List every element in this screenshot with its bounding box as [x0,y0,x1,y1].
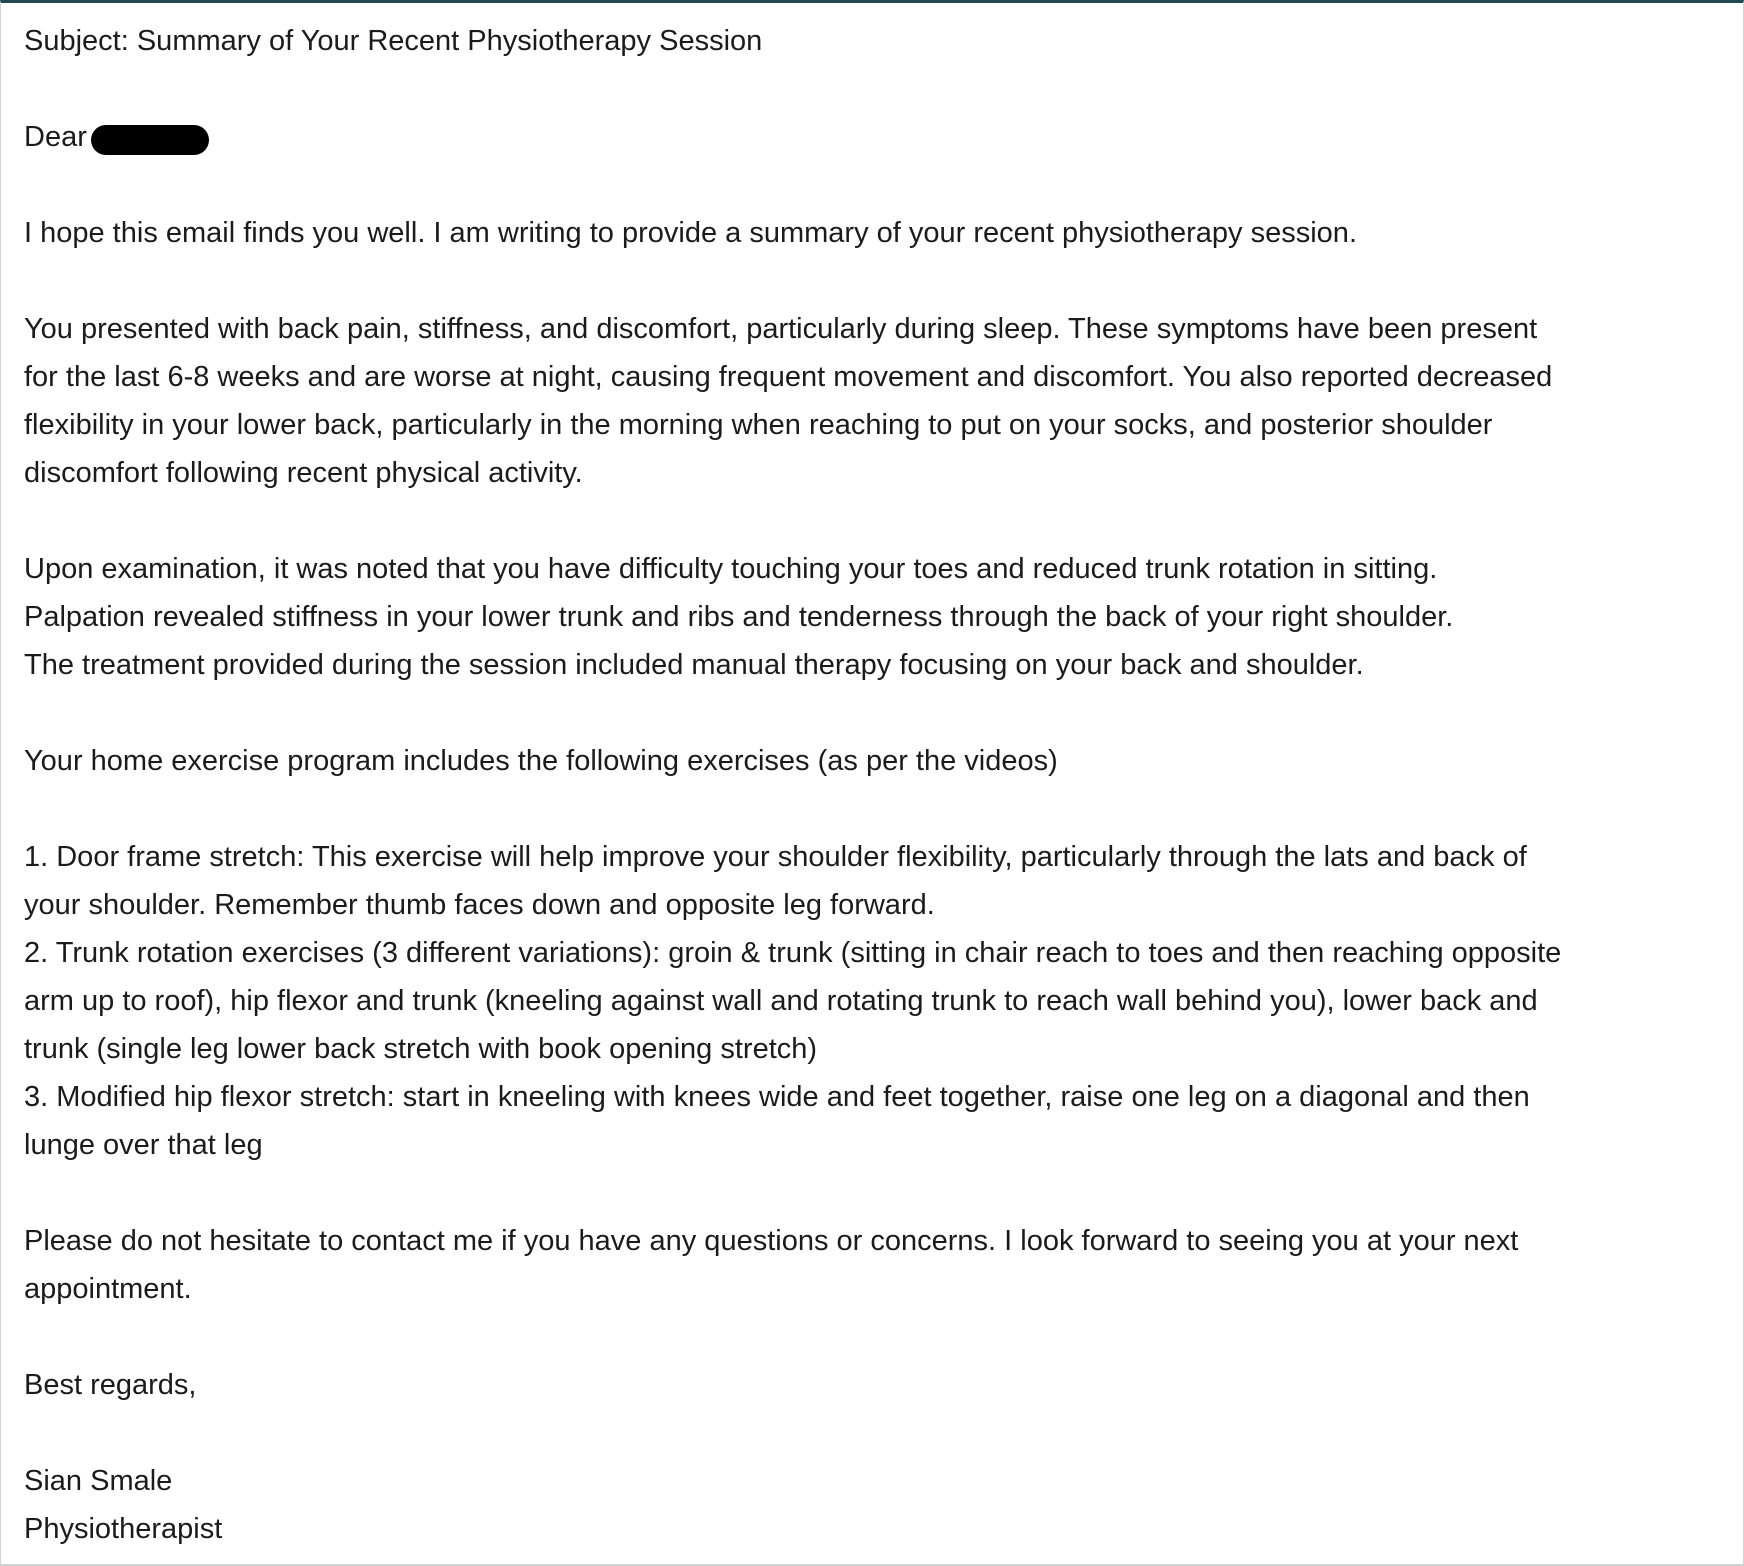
greeting-line [24,113,1724,161]
spacer [24,1313,1724,1361]
exercise-line: trunk (single leg lower back stretch with book opening stretch) [24,1033,818,1065]
spacer [24,1409,1724,1457]
exercise-line: 1. Door frame stretch: This exercise will help improve your shoulder flexibility, particularly through the lats and back of [24,841,1527,873]
program-intro: Your home exercise program includes the following exercises (as per the videos) [24,745,1058,777]
greeting-text: Dear [24,121,87,153]
treatment-line: The treatment provided during the session included manual therapy focusing on your back and shoulder. [24,649,1364,681]
sender-name: Sian Smale [24,1465,173,1497]
presentation-line: flexibility in your lower back, particularly in the morning when reaching to put on your socks, and posterior shoulder [24,409,1493,441]
exercise-line: 2. Trunk rotation exercises (3 different variations): groin & trunk (sitting in chair reach to toes and then reaching opposite [24,937,1562,969]
spacer [24,497,1724,545]
email-body [24,17,1724,1553]
presentation-line: You presented with back pain, stiffness, and discomfort, particularly during sleep. These symptoms have been present [24,313,1538,345]
examination-line: Palpation revealed stiffness in your lower trunk and ribs and tenderness through the back of your right shoulder. [24,601,1454,633]
examination-line: Upon examination, it was noted that you have difficulty touching your toes and reduced trunk rotation in sitting. [24,553,1438,585]
spacer [24,65,1724,113]
spacer [24,257,1724,305]
spacer [24,161,1724,209]
presentation-line: discomfort following recent physical activity. [24,457,583,489]
closing-line: appointment. [24,1273,192,1305]
exercise-line: 3. Modified hip flexor stretch: start in kneeling with knees wide and feet together, raise one leg on a diagonal and then [24,1081,1530,1113]
redacted-recipient-name [91,125,209,155]
spacer [24,689,1724,737]
presentation-line: for the last 6-8 weeks and are worse at night, causing frequent movement and discomfort. You also reported decreased [24,361,1553,393]
signoff: Best regards, [24,1369,197,1401]
email-subject: Subject: Summary of Your Recent Physiotherapy Session [24,25,763,57]
spacer [24,785,1724,833]
closing-line: Please do not hesitate to contact me if you have any questions or concerns. I look forward to seeing you at your next [24,1225,1519,1257]
exercise-line: arm up to roof), hip flexor and trunk (kneeling against wall and rotating trunk to reach wall behind you), lower back and [24,985,1538,1017]
exercise-line: lunge over that leg [24,1129,263,1161]
intro-paragraph: I hope this email finds you well. I am writing to provide a summary of your recent physiotherapy session. [24,217,1357,249]
sender-title: Physiotherapist [24,1513,223,1545]
spacer [24,1169,1724,1217]
exercise-line: your shoulder. Remember thumb faces down and opposite leg forward. [24,889,935,921]
